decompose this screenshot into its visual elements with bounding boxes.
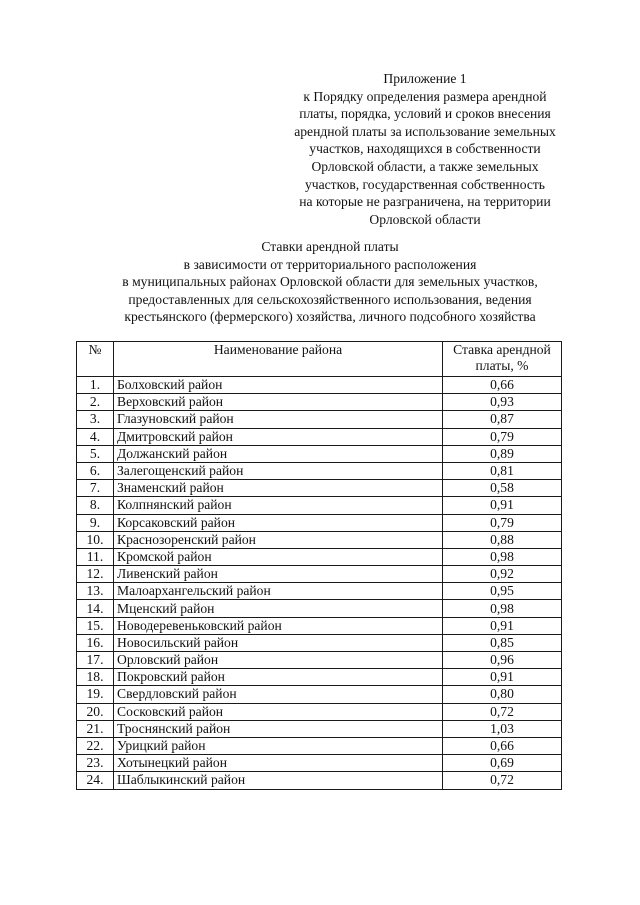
table-row [77,755,562,772]
row-rate: 0,95 [443,583,562,600]
rates-table [76,341,562,790]
table-row [77,411,562,428]
row-number: 5. [77,445,114,462]
row-number: 4. [77,428,114,445]
row-rate: 0,89 [443,445,562,462]
row-district-name: Должанский район [114,445,443,462]
appendix-line: на которые не разграничена, на территории [299,194,551,210]
header-district-name: Наименование района [114,342,443,377]
table-row [77,600,562,617]
row-rate: 0,91 [443,497,562,514]
table-row [77,497,562,514]
table-row [77,583,562,600]
row-rate: 0,72 [443,703,562,720]
header-rate [443,342,562,377]
row-number: 11. [77,548,114,565]
row-rate: 0,91 [443,669,562,686]
table-row [77,703,562,720]
row-district-name: Залегощенский район [114,462,443,479]
row-number: 18. [77,669,114,686]
row-number: 15. [77,617,114,634]
heading-line: в зависимости от территориального расположения [183,256,477,272]
row-number: 24. [77,772,114,789]
appendix-line: участков, находящихся в собственности [309,141,541,157]
table-row [77,669,562,686]
row-number: 10. [77,531,114,548]
table-row [77,428,562,445]
heading-line: предоставленных для сельскохозяйственного использования, ведения [128,291,532,307]
row-district-name: Орловский район [114,652,443,669]
row-rate: 0,81 [443,462,562,479]
row-district-name: Троснянский район [114,720,443,737]
row-district-name: Болховский район [114,377,443,394]
row-district-name: Мценский район [114,600,443,617]
row-number: 20. [77,703,114,720]
row-number: 2. [77,394,114,411]
row-rate: 0,66 [443,737,562,754]
row-district-name: Дмитровский район [114,428,443,445]
appendix-block [270,70,580,228]
row-rate: 0,92 [443,566,562,583]
row-district-name: Шаблыкинский район [114,772,443,789]
table-row [77,634,562,651]
table-body [77,377,562,790]
appendix-line: платы, порядка, условий и сроков внесения [299,106,551,122]
row-number: 22. [77,737,114,754]
table-row [77,514,562,531]
row-rate: 0,69 [443,755,562,772]
heading-line: крестьянского (фермерского) хозяйства, личного подсобного хозяйства [124,309,536,325]
table-row [77,394,562,411]
row-number: 8. [77,497,114,514]
row-rate: 0,80 [443,686,562,703]
row-district-name: Новодеревеньковский район [114,617,443,634]
table-row [77,531,562,548]
row-rate: 0,93 [443,394,562,411]
row-number: 21. [77,720,114,737]
row-rate: 0,79 [443,514,562,531]
row-district-name: Знаменский район [114,480,443,497]
header-rate-line: Ставка арендной [453,342,551,357]
row-rate: 0,87 [443,411,562,428]
table-row [77,566,562,583]
row-district-name: Сосковский район [114,703,443,720]
row-district-name: Урицкий район [114,737,443,754]
table-row [77,737,562,754]
row-rate: 0,91 [443,617,562,634]
header-rate-line: платы, % [475,358,529,373]
table-header-row [77,342,562,377]
row-rate: 1,03 [443,720,562,737]
table-row [77,445,562,462]
row-number: 3. [77,411,114,428]
row-rate: 0,98 [443,600,562,617]
row-district-name: Кромской район [114,548,443,565]
row-rate: 0,88 [443,531,562,548]
appendix-line: участков, государственная собственность [304,176,545,192]
heading-title: Ставки арендной платы [261,239,399,254]
row-district-name: Глазуновский район [114,411,443,428]
row-number: 17. [77,652,114,669]
table-row [77,686,562,703]
row-number: 12. [77,566,114,583]
row-district-name: Ливенский район [114,566,443,583]
row-district-name: Хотынецкий район [114,755,443,772]
row-number: 7. [77,480,114,497]
table-row [77,480,562,497]
appendix-line: арендной платы за использование земельных [294,123,556,139]
row-district-name: Новосильский район [114,634,443,651]
row-rate: 0,98 [443,548,562,565]
table-row [77,548,562,565]
row-rate: 0,79 [443,428,562,445]
row-number: 6. [77,462,114,479]
row-rate: 0,58 [443,480,562,497]
table-row [77,617,562,634]
row-district-name: Корсаковский район [114,514,443,531]
row-district-name: Свердловский район [114,686,443,703]
row-number: 23. [77,755,114,772]
appendix-line: Орловской области, а также земельных [311,158,539,174]
appendix-line: Орловской области [369,211,481,227]
row-rate: 0,96 [443,652,562,669]
table-row [77,652,562,669]
row-district-name: Колпнянский район [114,497,443,514]
row-district-name: Малоархангельский район [114,583,443,600]
table-row [77,772,562,789]
row-rate: 0,66 [443,377,562,394]
row-district-name: Верховский район [114,394,443,411]
row-district-name: Краснозоренский район [114,531,443,548]
row-number: 14. [77,600,114,617]
row-district-name: Покровский район [114,669,443,686]
appendix-title: Приложение 1 [383,71,467,86]
row-number: 1. [77,377,114,394]
appendix-line: к Порядку определения размера арендной [303,88,547,104]
row-number: 16. [77,634,114,651]
row-number: 19. [77,686,114,703]
header-number: № [77,342,114,377]
table-row [77,462,562,479]
document-heading [80,238,580,326]
row-rate: 0,72 [443,772,562,789]
heading-line: в муниципальных районах Орловской области для земельных участков, [122,274,538,290]
row-rate: 0,85 [443,634,562,651]
row-number: 9. [77,514,114,531]
row-number: 13. [77,583,114,600]
table-row [77,377,562,394]
table-row [77,720,562,737]
